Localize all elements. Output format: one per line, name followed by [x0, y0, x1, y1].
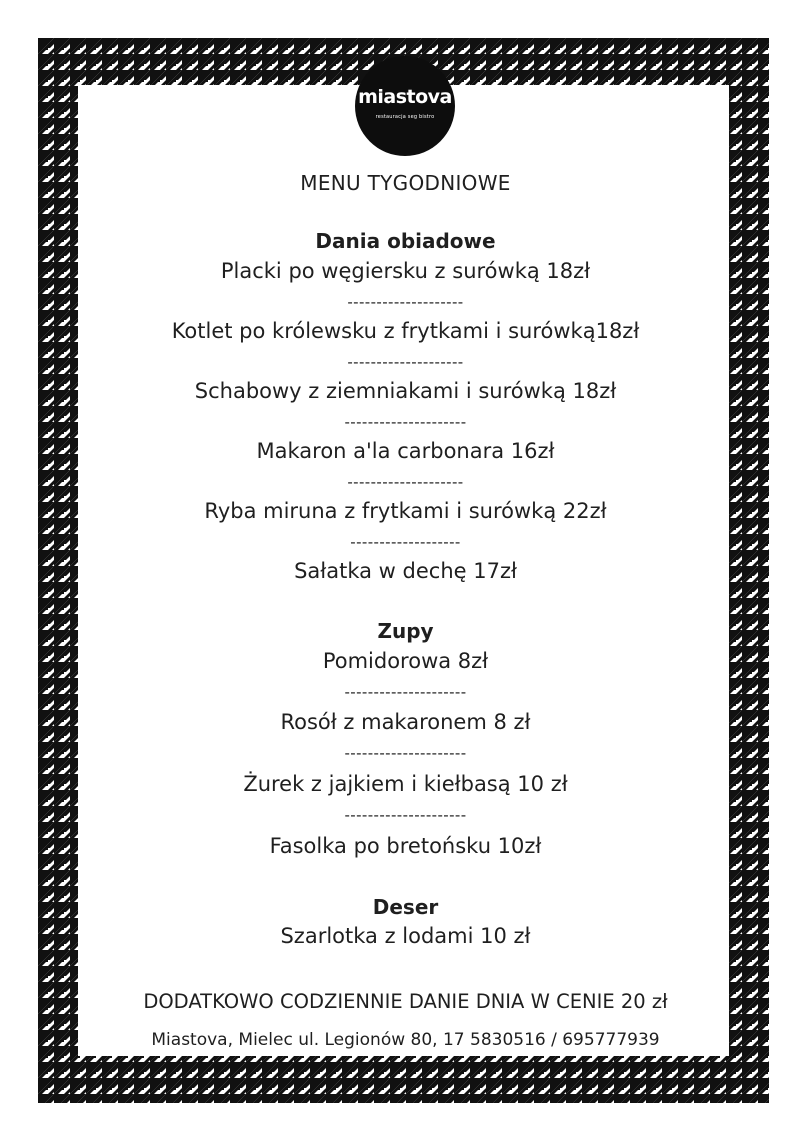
section-heading-main-dishes: Dania obiadowe [315, 229, 496, 253]
menu-item: Żurek z jajkiem i kiełbasą 10 zł [243, 772, 568, 796]
section-heading-soups: Zupy [377, 619, 434, 643]
logo-wordmark: miastova [358, 86, 452, 108]
menu-item: Fasolka po bretońsku 10zł [269, 834, 542, 858]
menu-item: Szarlotka z lodami 10 zł [280, 924, 531, 948]
separator: ------------------- [350, 533, 461, 551]
daily-special-note: DODATKOWO CODZIENNIE DANIE DNIA W CENIE 20 zł [143, 990, 668, 1013]
contact-info: Miastova, Mielec ul. Legionów 80, 17 5830516 / 695777939 [151, 1030, 660, 1050]
separator: --------------------- [344, 413, 467, 431]
menu-item: Makaron a'la carbonara 16zł [256, 439, 555, 463]
separator: -------------------- [347, 293, 464, 311]
menu-item: Rosół z makaronem 8 zł [280, 710, 531, 734]
menu-item: Sałatka w dechę 17zł [294, 559, 517, 583]
logo-tagline: restauracja seg bistro [375, 114, 435, 120]
separator: -------------------- [347, 353, 464, 371]
menu-item: Kotlet po królewsku z frytkami i surówką18zł [171, 319, 640, 343]
separator: --------------------- [344, 806, 467, 824]
restaurant-logo [355, 56, 455, 156]
menu-item: Schabowy z ziemniakami i surówką 18zł [194, 379, 617, 403]
menu-item: Ryba miruna z frytkami i surówką 22zł [204, 499, 607, 523]
menu-item: Placki po węgiersku z surówką 18zł [220, 259, 591, 283]
menu-title: MENU TYGODNIOWE [300, 171, 511, 195]
section-heading-dessert: Deser [372, 895, 439, 919]
separator: -------------------- [347, 473, 464, 491]
menu-item: Pomidorowa 8zł [322, 649, 489, 673]
separator: --------------------- [344, 744, 467, 762]
separator: --------------------- [344, 683, 467, 701]
